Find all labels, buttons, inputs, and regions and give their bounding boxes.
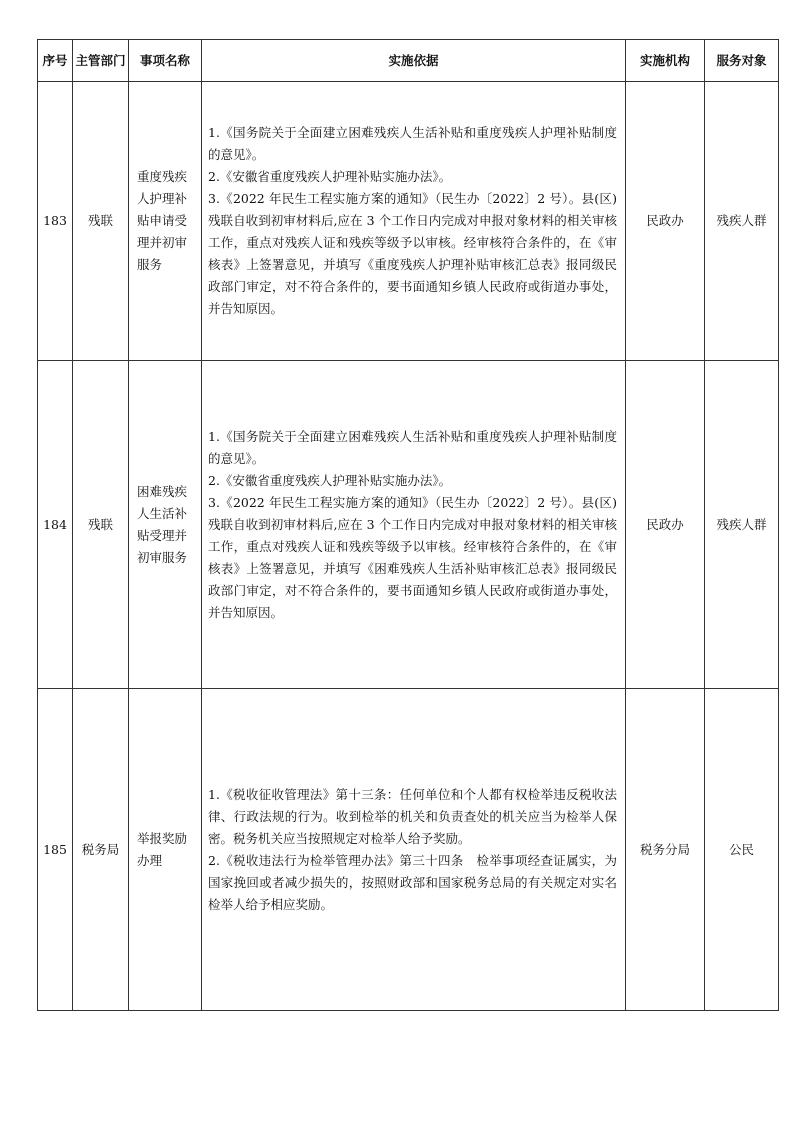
row-item-name-text: 重度残疾人护理补贴申请受理并初审服务 [137, 169, 188, 272]
basis-paragraph: 3.《2022 年民生工程实施方案的通知》（民生办〔2022〕2 号）。县(区)残联自收到初审材料后,应在 3 个工作日内完成对申报对象材料的相关审核工作，重点对残疾人证和残疾等级予以审核。经审核符合条件的，在《审核表》上签署意见，并填写《重度残疾人护理补贴审核汇总表》报同级民政部门审定，对不符合条件的，要书面通知乡镇人民政府或街道办事处，并告知原因。 [208, 191, 617, 316]
row-item-name-text: 举报奖励办理 [137, 830, 188, 868]
row-item-name [129, 82, 202, 361]
row-org: 税务分局 [626, 689, 705, 1011]
basis-paragraph: 1.《国务院关于全面建立困难残疾人生活补贴和重度残疾人护理补贴制度的意见》。 [208, 125, 617, 162]
row-dept: 残联 [73, 82, 129, 361]
row-no: 184 [38, 361, 73, 689]
row-org: 民政办 [626, 82, 705, 361]
service-items-table [37, 39, 779, 1011]
header-org: 实施机构 [626, 40, 705, 82]
header-basis: 实施依据 [202, 40, 626, 82]
basis-paragraph: 1.《国务院关于全面建立困难残疾人生活补贴和重度残疾人护理补贴制度的意见》。 [208, 428, 617, 466]
row-dept: 税务局 [73, 689, 129, 1011]
table-row [38, 82, 779, 361]
row-item-name [129, 361, 202, 689]
row-target: 公民 [705, 689, 779, 1011]
row-no: 185 [38, 689, 73, 1011]
header-dept: 主管部门 [73, 40, 129, 82]
row-item-name [129, 689, 202, 1011]
row-target: 残疾人群 [705, 361, 779, 689]
basis-paragraph: 2.《安徽省重度残疾人护理补贴实施办法》。 [208, 472, 452, 488]
row-basis [202, 689, 626, 1011]
row-no: 183 [38, 82, 73, 361]
row-basis [202, 361, 626, 689]
table-row [38, 689, 779, 1011]
row-org: 民政办 [626, 361, 705, 689]
basis-paragraph: 3.《2022 年民生工程实施方案的通知》（民生办〔2022〕2 号）。县(区)残联自收到初审材料后,应在 3 个工作日内完成对申报对象材料的相关审核工作，重点对残疾人证和残疾等级予以审核。经审核符合条件的，在《审核表》上签署意见，并填写《困难残疾人生活补贴审核汇总表》报同级民政部门审定，对不符合条件的，要书面通知乡镇人民政府或街道办事处，并告知原因。 [208, 494, 617, 620]
row-item-name-text: 困难残疾人生活补贴受理并初审服务 [137, 483, 188, 565]
table-header-row [38, 40, 779, 82]
table-row [38, 361, 779, 689]
row-target: 残疾人群 [705, 82, 779, 361]
header-target: 服务对象 [705, 40, 779, 82]
header-no: 序号 [38, 40, 73, 82]
basis-paragraph: 2.《税收违法行为检举管理办法》第三十四条 检举事项经查证属实，为国家挽回或者减少损失的，按照财政部和国家税务总局的有关规定对实名检举人给予相应奖励。 [208, 852, 617, 912]
basis-paragraph: 2.《安徽省重度残疾人护理补贴实施办法》。 [208, 169, 452, 184]
row-dept: 残联 [73, 361, 129, 689]
row-basis [202, 82, 626, 361]
basis-paragraph: 1.《税收征收管理法》第十三条：任何单位和个人都有权检举违反税收法律、行政法规的行为。收到检举的机关和负责查处的机关应当为检举人保密。税务机关应当按照规定对检举人给予奖励。 [208, 786, 617, 846]
header-name: 事项名称 [129, 40, 202, 82]
